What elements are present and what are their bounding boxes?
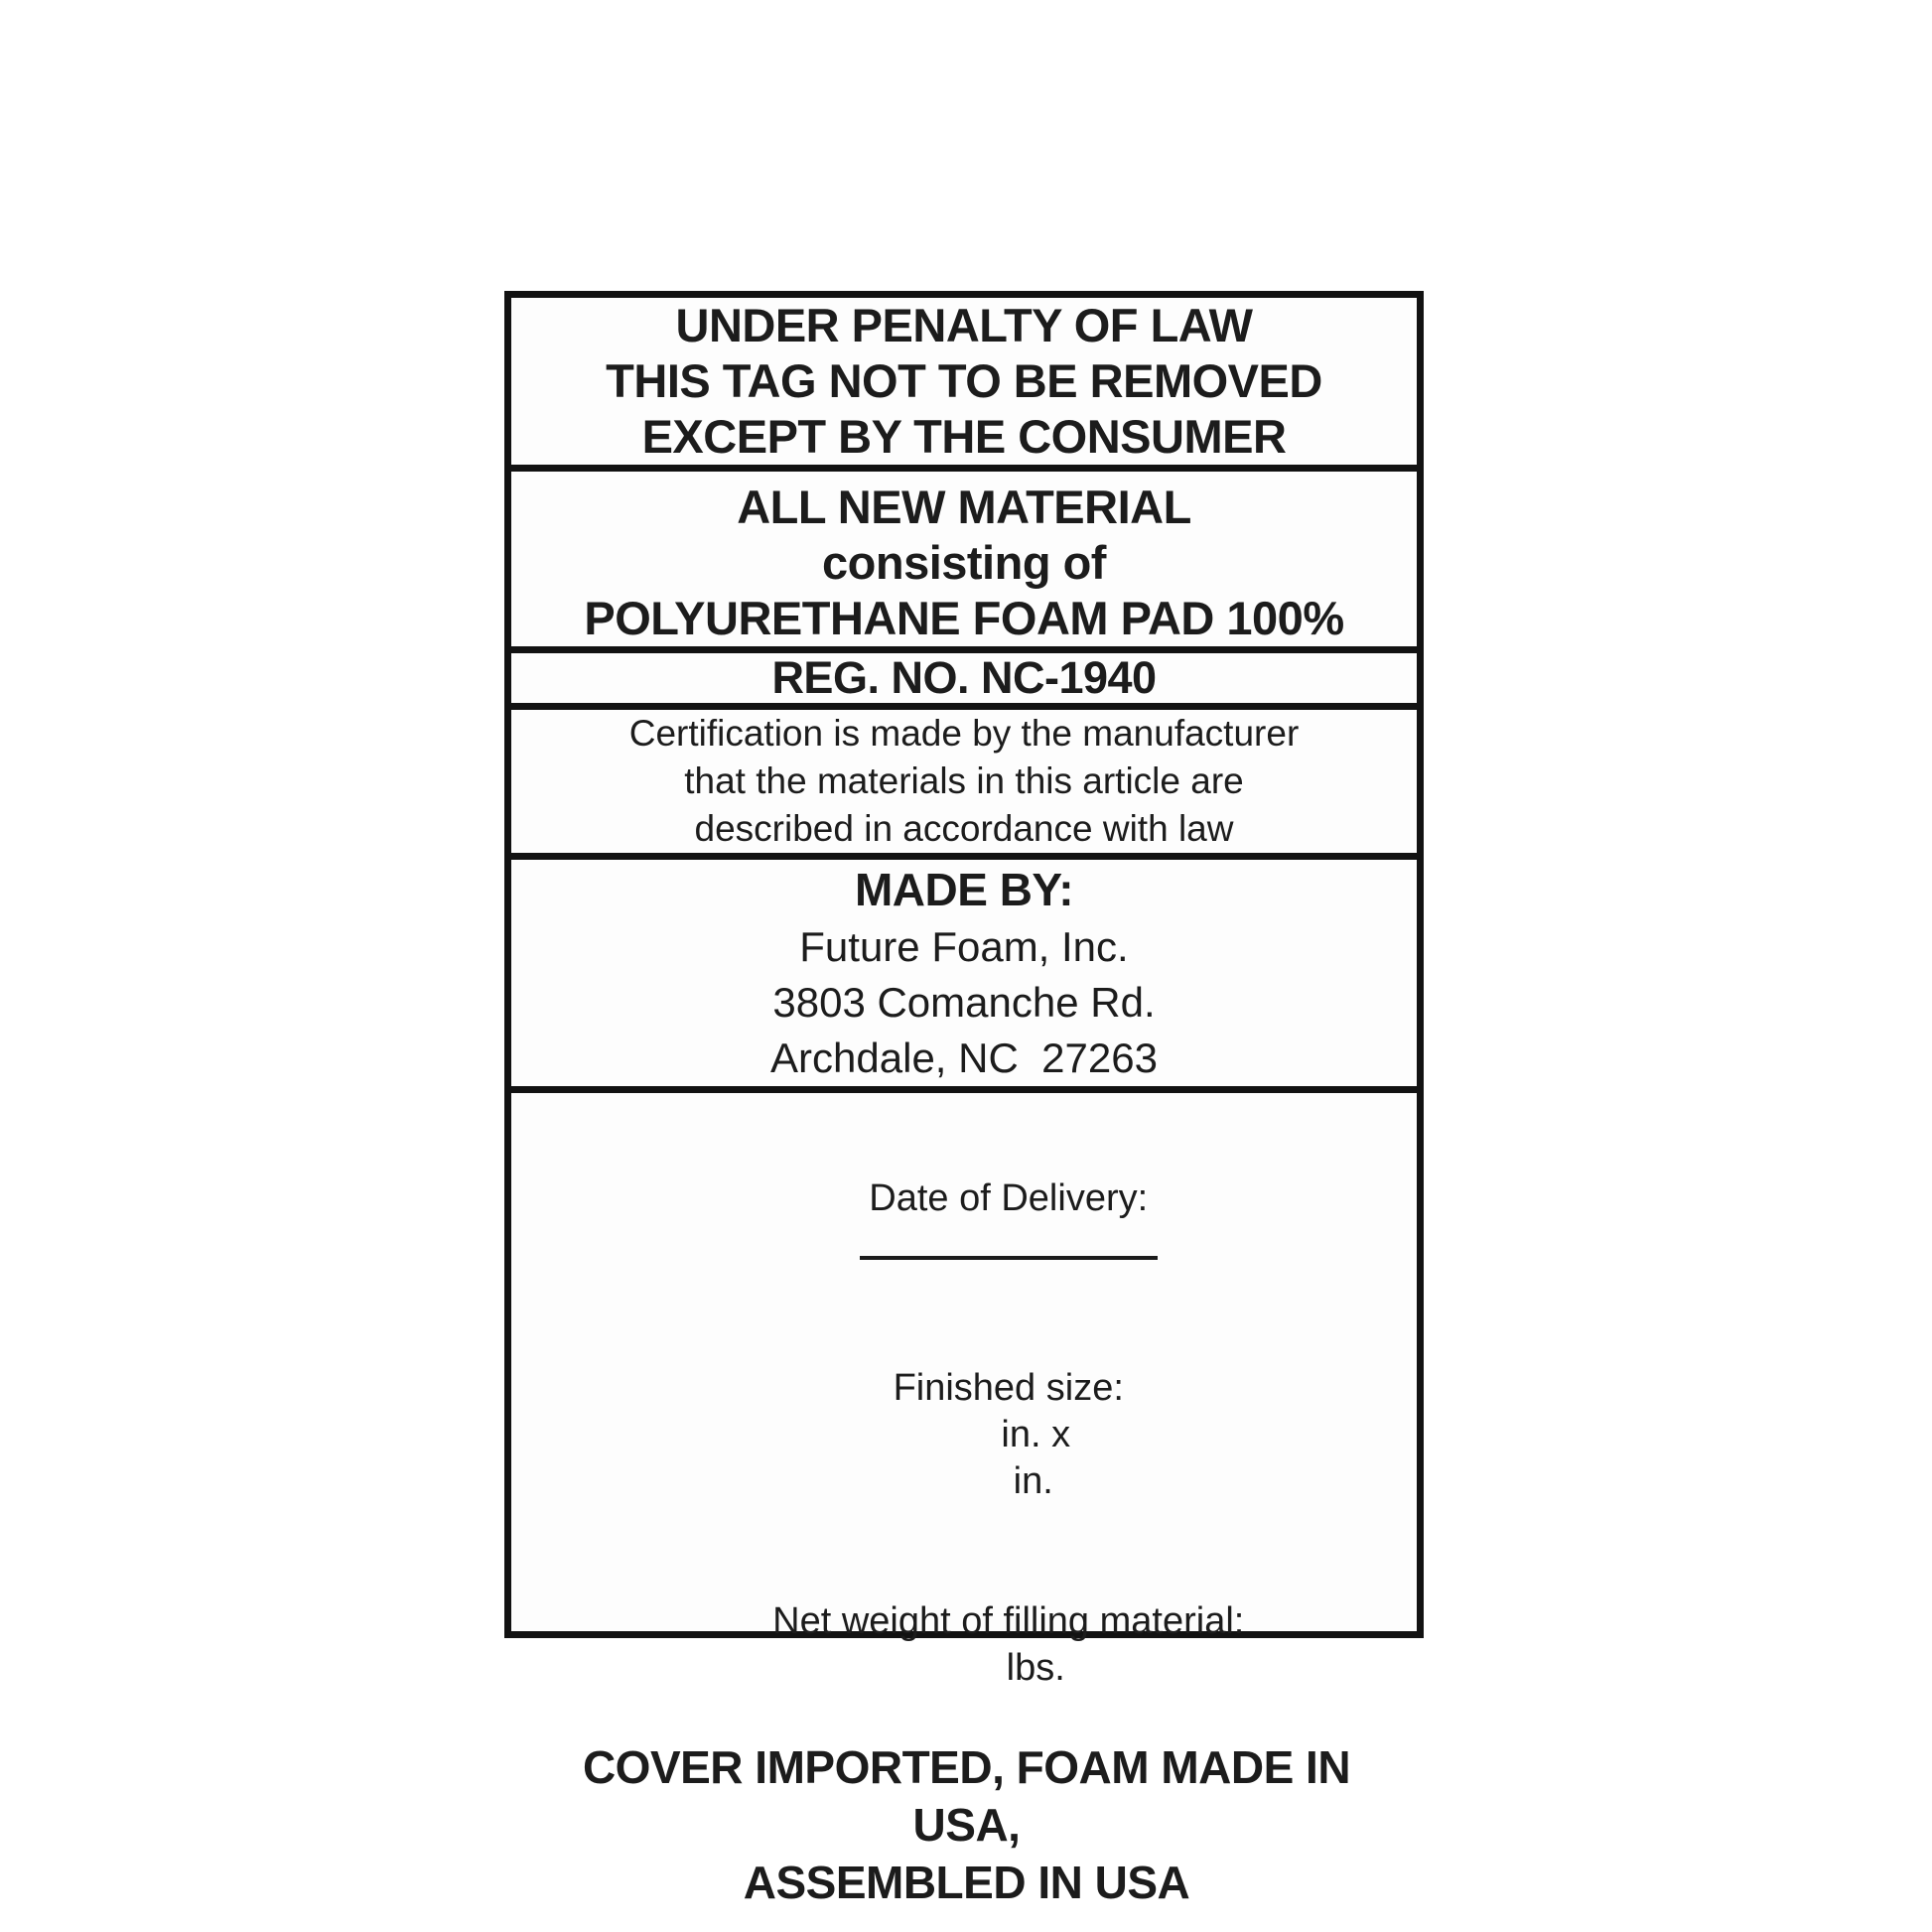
net-weight-row bbox=[689, 1552, 1245, 1738]
certification-line-2: that the materials in this article are bbox=[684, 760, 1244, 801]
certification-line-1: Certification is made by the manufacturer bbox=[628, 713, 1300, 754]
penalty-line-2: THIS TAG NOT TO BE REMOVED bbox=[606, 354, 1322, 407]
penalty-line-1: UNDER PENALTY OF LAW bbox=[675, 299, 1253, 351]
date-of-delivery-blank bbox=[860, 1222, 1158, 1260]
finished-size-row bbox=[809, 1318, 1124, 1552]
section-certification bbox=[511, 710, 1417, 860]
origin-statement bbox=[534, 1738, 1399, 1911]
finished-size-label: Finished size: bbox=[893, 1367, 1124, 1409]
date-of-delivery-row bbox=[775, 1129, 1157, 1318]
net-weight-unit: lbs. bbox=[1006, 1647, 1065, 1689]
origin-line-2: ASSEMBLED IN USA bbox=[743, 1857, 1190, 1908]
section-material-contents bbox=[511, 472, 1417, 653]
made-by-heading: MADE BY: bbox=[854, 864, 1074, 915]
material-line-3: POLYURETHANE FOAM PAD 100% bbox=[584, 592, 1344, 644]
certification-line-3: described in accordance with law bbox=[694, 808, 1234, 849]
finished-size-unit-1: in. x bbox=[1001, 1414, 1071, 1455]
finished-size-unit-2: in. bbox=[1013, 1460, 1053, 1502]
law-label-tag bbox=[504, 291, 1424, 1908]
section-made-by bbox=[511, 860, 1417, 1093]
material-line-1: ALL NEW MATERIAL bbox=[737, 481, 1191, 533]
date-of-delivery-label: Date of Delivery: bbox=[869, 1177, 1149, 1219]
penalty-line-3: EXCEPT BY THE CONSUMER bbox=[641, 410, 1287, 463]
manufacturer-street: 3803 Comanche Rd. bbox=[772, 979, 1156, 1026]
origin-line-1: COVER IMPORTED, FOAM MADE IN USA, bbox=[582, 1741, 1363, 1851]
section-delivery-details bbox=[511, 1093, 1417, 1925]
material-line-2: consisting of bbox=[822, 536, 1106, 589]
net-weight-label: Net weight of filling material: bbox=[772, 1600, 1245, 1642]
manufacturer-name: Future Foam, Inc. bbox=[799, 923, 1129, 970]
section-penalty-notice bbox=[511, 298, 1417, 472]
manufacturer-city-state-zip: Archdale, NC 27263 bbox=[770, 1035, 1158, 1081]
registration-number: REG. NO. NC-1940 bbox=[771, 652, 1157, 703]
section-registration-number bbox=[511, 653, 1417, 710]
